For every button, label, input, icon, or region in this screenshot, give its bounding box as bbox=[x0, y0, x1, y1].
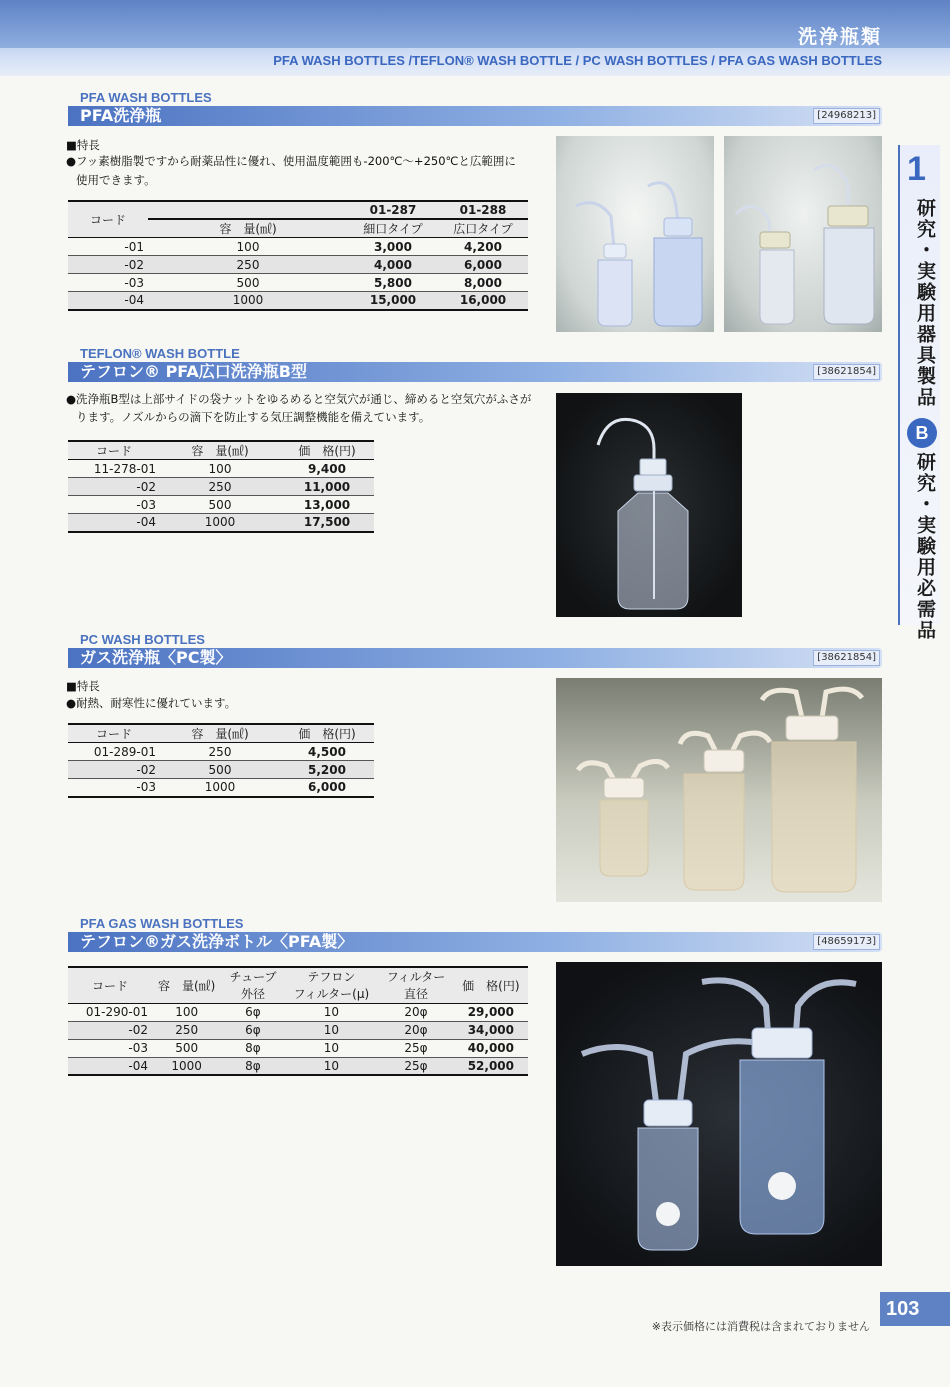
table-row bbox=[68, 743, 374, 761]
cell-price: 34,000 bbox=[454, 1021, 528, 1039]
cell-capacity: 1000 bbox=[148, 292, 348, 310]
feature-text: ●洗浄瓶B型は上部サイドの袋ナットをゆるめると空気穴が通じ、締めると空気穴がふさが bbox=[66, 392, 532, 406]
th-capacity: 容 量(㎖) bbox=[152, 967, 221, 1003]
cell-code: -03 bbox=[68, 274, 148, 292]
th-price: 価 格(円) bbox=[454, 967, 528, 1003]
section-bar bbox=[68, 106, 882, 126]
cell-capacity: 100 bbox=[152, 1003, 221, 1021]
feature-heading: ■特長 bbox=[66, 679, 100, 693]
th-capacity: 容 量(㎖) bbox=[148, 219, 348, 238]
th-b: 広口タイプ bbox=[438, 219, 528, 238]
cell-capacity: 500 bbox=[160, 761, 280, 779]
table-row bbox=[68, 238, 528, 256]
cell-code: -02 bbox=[68, 761, 160, 779]
cell-price-a: 15,000 bbox=[348, 292, 438, 310]
price-table-teflon-b bbox=[68, 440, 374, 533]
cell-code: -02 bbox=[68, 256, 148, 274]
tax-note: ※表示価格には消費税は含まれておりません bbox=[651, 1320, 870, 1333]
cell-capacity: 1000 bbox=[160, 514, 280, 532]
table-row bbox=[68, 1057, 528, 1075]
cell-code: -03 bbox=[68, 1039, 152, 1057]
feature-text: ●耐熱、耐寒性に優れています。 bbox=[66, 696, 237, 710]
section-en-title: PC WASH BOTTLES bbox=[80, 632, 205, 647]
cell-capacity: 250 bbox=[160, 478, 280, 496]
th-code: コード bbox=[68, 201, 148, 238]
bottle-illustration bbox=[724, 136, 882, 332]
cell-price: 9,400 bbox=[280, 460, 374, 478]
feature-heading: ■特長 bbox=[66, 138, 100, 152]
section-en-title: TEFLON® WASH BOTTLE bbox=[80, 346, 240, 361]
cell-filter: 10 bbox=[285, 1021, 379, 1039]
cell-price: 6,000 bbox=[280, 779, 374, 797]
price-table-pc-gas bbox=[68, 723, 374, 798]
cell-capacity: 500 bbox=[148, 274, 348, 292]
bottle-illustration bbox=[556, 136, 714, 332]
cell-price: 5,200 bbox=[280, 761, 374, 779]
cell-capacity: 1000 bbox=[160, 779, 280, 797]
th-code: コード bbox=[68, 724, 160, 743]
cell-price: 40,000 bbox=[454, 1039, 528, 1057]
cell-tube: 6φ bbox=[221, 1003, 284, 1021]
chapter-label: 研究・実験用器具製品 bbox=[914, 198, 936, 408]
section-badge: B bbox=[907, 418, 937, 448]
cell-code: 01-289-01 bbox=[68, 743, 160, 761]
th-price: 価 格(円) bbox=[280, 724, 374, 743]
product-photo-teflon-b bbox=[556, 393, 742, 617]
cell-filter-dia: 20φ bbox=[378, 1003, 454, 1021]
th-blank bbox=[148, 201, 348, 219]
cell-price: 13,000 bbox=[280, 496, 374, 514]
cell-price: 17,500 bbox=[280, 514, 374, 532]
th-filter-dia: フィルター bbox=[378, 967, 454, 985]
th-filter-sub: フィルター(μ) bbox=[285, 985, 379, 1003]
cell-capacity: 500 bbox=[160, 496, 280, 514]
cell-filter: 10 bbox=[285, 1003, 379, 1021]
catalog-code: [38621854] bbox=[813, 364, 880, 380]
catalog-code: [38621854] bbox=[813, 650, 880, 666]
th-a-num: 01-287 bbox=[348, 201, 438, 219]
section-jp-title: テフロン® PFA広口洗浄瓶B型 bbox=[80, 362, 307, 381]
th-code: コード bbox=[68, 967, 152, 1003]
feature-text: ●フッ素樹脂製ですから耐薬品性に優れ、使用温度範囲も-200℃～+250℃と広範囲に bbox=[66, 154, 516, 168]
th-b-num: 01-288 bbox=[438, 201, 528, 219]
table-row bbox=[68, 292, 528, 310]
table-row bbox=[68, 1003, 528, 1021]
table-row bbox=[68, 1021, 528, 1039]
page-number: 103 bbox=[880, 1292, 950, 1326]
section-jp-title: PFA洗浄瓶 bbox=[80, 106, 162, 125]
cell-price-b: 4,200 bbox=[438, 238, 528, 256]
th-a: 細口タイプ bbox=[348, 219, 438, 238]
cell-capacity: 1000 bbox=[152, 1057, 221, 1075]
table-row bbox=[68, 1039, 528, 1057]
cell-code: 11-278-01 bbox=[68, 460, 160, 478]
table-row bbox=[68, 478, 374, 496]
cell-tube: 8φ bbox=[221, 1057, 284, 1075]
cell-capacity: 250 bbox=[152, 1021, 221, 1039]
section-jp-title: テフロン®ガス洗浄ボトル〈PFA製〉 bbox=[80, 932, 354, 951]
page-title: 洗浄瓶類 bbox=[797, 26, 882, 48]
table-row bbox=[68, 496, 374, 514]
catalog-code: [24968213] bbox=[813, 108, 880, 124]
cell-price: 52,000 bbox=[454, 1057, 528, 1075]
cell-capacity: 100 bbox=[160, 460, 280, 478]
cell-tube: 8φ bbox=[221, 1039, 284, 1057]
cell-code: -04 bbox=[68, 1057, 152, 1075]
chapter-number: 1 bbox=[907, 150, 926, 188]
cell-capacity: 250 bbox=[160, 743, 280, 761]
th-tube: チューブ bbox=[221, 967, 284, 985]
table-row bbox=[68, 779, 374, 797]
bottle-illustration bbox=[556, 962, 882, 1266]
th-tube-sub: 外径 bbox=[221, 985, 284, 1003]
table-row bbox=[68, 460, 374, 478]
cell-price-a: 5,800 bbox=[348, 274, 438, 292]
cell-code: -03 bbox=[68, 496, 160, 514]
price-table-pfa-wash bbox=[68, 200, 528, 311]
cell-code: 01-290-01 bbox=[68, 1003, 152, 1021]
cell-price: 4,500 bbox=[280, 743, 374, 761]
cell-price-a: 3,000 bbox=[348, 238, 438, 256]
feature-text-cont: 使用できます。 bbox=[76, 173, 156, 187]
th-filter-dia-sub: 直径 bbox=[378, 985, 454, 1003]
cell-filter: 10 bbox=[285, 1039, 379, 1057]
cell-price: 11,000 bbox=[280, 478, 374, 496]
th-filter: テフロン bbox=[285, 967, 379, 985]
cell-code: -03 bbox=[68, 779, 160, 797]
th-capacity: 容 量(㎖) bbox=[160, 441, 280, 460]
cell-code: -04 bbox=[68, 292, 148, 310]
th-price: 価 格(円) bbox=[280, 441, 374, 460]
cell-code: -02 bbox=[68, 478, 160, 496]
page-subtitle: PFA WASH BOTTLES /TEFLON® WASH BOTTLE / PC WASH BOTTLES / PFA GAS WASH BOTTLES bbox=[0, 48, 950, 76]
product-photo-wide-mouth bbox=[724, 136, 882, 332]
cell-capacity: 500 bbox=[152, 1039, 221, 1057]
catalog-code: [48659173] bbox=[813, 934, 880, 950]
cell-capacity: 100 bbox=[148, 238, 348, 256]
cell-code: -02 bbox=[68, 1021, 152, 1039]
product-photo-narrow-mouth bbox=[556, 136, 714, 332]
cell-capacity: 250 bbox=[148, 256, 348, 274]
cell-price: 29,000 bbox=[454, 1003, 528, 1021]
cell-price-b: 16,000 bbox=[438, 292, 528, 310]
feature-text-cont: ります。ノズルからの滴下を防止する気圧調整機能を備えています。 bbox=[76, 410, 431, 424]
product-photo-pfa-gas bbox=[556, 962, 882, 1266]
price-table-pfa-gas bbox=[68, 966, 528, 1076]
cell-filter-dia: 25φ bbox=[378, 1039, 454, 1057]
table-row bbox=[68, 761, 374, 779]
cell-code: -01 bbox=[68, 238, 148, 256]
th-code: コード bbox=[68, 441, 160, 460]
bottle-illustration bbox=[556, 393, 742, 617]
table-row bbox=[68, 274, 528, 292]
th-capacity: 容 量(㎖) bbox=[160, 724, 280, 743]
cell-filter-dia: 25φ bbox=[378, 1057, 454, 1075]
cell-filter-dia: 20φ bbox=[378, 1021, 454, 1039]
cell-price-a: 4,000 bbox=[348, 256, 438, 274]
cell-code: -04 bbox=[68, 514, 160, 532]
cell-tube: 6φ bbox=[221, 1021, 284, 1039]
section-jp-title: ガス洗浄瓶〈PC製〉 bbox=[80, 648, 232, 667]
cell-price-b: 6,000 bbox=[438, 256, 528, 274]
product-photo-pc-gas bbox=[556, 678, 882, 902]
section-label: 研究・実験用必需品 bbox=[914, 452, 936, 641]
cell-filter: 10 bbox=[285, 1057, 379, 1075]
cell-price-b: 8,000 bbox=[438, 274, 528, 292]
section-en-title: PFA GAS WASH BOTTLES bbox=[80, 916, 244, 931]
section-en-title: PFA WASH BOTTLES bbox=[80, 90, 212, 105]
table-row bbox=[68, 514, 374, 532]
bottle-illustration bbox=[556, 678, 882, 902]
table-row bbox=[68, 256, 528, 274]
